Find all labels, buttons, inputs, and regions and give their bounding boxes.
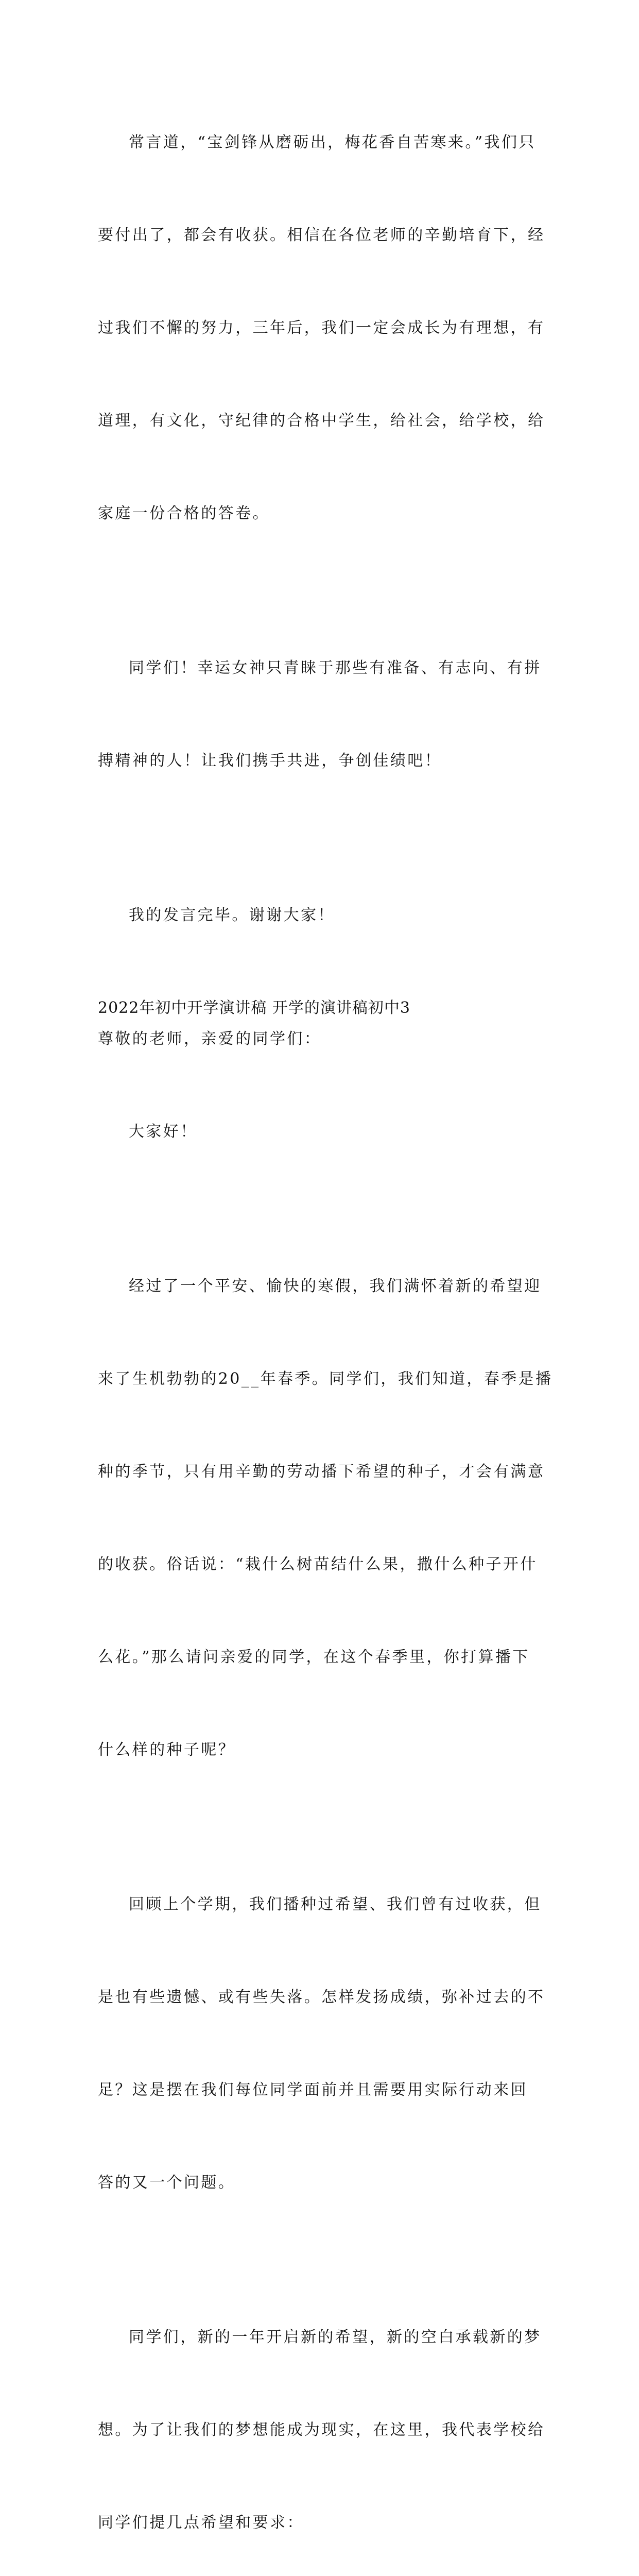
document-body — [98, 65, 553, 2576]
text-line: 足？这是摆在我们每位同学面前并且需要用实际行动来回 — [98, 2081, 528, 2099]
text-line: 种的季节，只有用辛勤的劳动播下希望的种子，才会有满意 — [98, 1463, 545, 1481]
text-line: 么花。”那么请问亲爱的同学，在这个春季里，你打算播下 — [98, 1648, 530, 1666]
paragraph-review — [98, 1827, 546, 2260]
text-line: 同学们！幸运女神只青睐于那些有准备、有志向、有拼 — [129, 659, 542, 677]
text-line: 过我们不懈的努力，三年后，我们一定会成长为有理想，有 — [98, 319, 545, 337]
paragraph-closing — [98, 838, 546, 993]
text-line: 我的发言完毕。谢谢大家！ — [129, 906, 335, 924]
text-line: 什么样的种子呢？ — [98, 1741, 236, 1759]
paragraph-spring — [98, 1209, 553, 1827]
text-line: 大家好！ — [129, 1123, 198, 1141]
text-line: 经过了一个平安、愉快的寒假，我们满怀着新的希望迎 — [129, 1277, 542, 1295]
text-line: 同学们，新的一年开启新的希望，新的空白承载新的梦 — [129, 2328, 542, 2346]
text-line: 常言道，“宝剑锋从磨砺出，梅花香自苦寒来。”我们只 — [129, 133, 536, 151]
paragraph-hopes — [98, 2260, 546, 2576]
text-line: 的收获。俗话说：“栽什么树苗结什么果，撒什么种子开什 — [98, 1555, 538, 1573]
text-line: 回顾上个学期，我们播种过希望、我们曾有过收获，但 — [129, 1895, 542, 1913]
text-line: 搏精神的人！让我们携手共进，争创佳绩吧！ — [98, 752, 442, 770]
text-line: 同学们提几点希望和要求： — [98, 2514, 304, 2532]
text-line: 来了生机勃勃的20__年春季。同学们，我们知道，春季是播 — [98, 1370, 553, 1388]
text-line: 是也有些遗憾、或有些失落。怎样发扬成绩，弥补过去的不 — [98, 1988, 545, 2006]
text-line: 道理，有文化，守纪律的合格中学生，给社会，给学校，给 — [98, 412, 545, 430]
text-line: 想。为了让我们的梦想能成为现实，在这里，我代表学校给 — [98, 2421, 545, 2439]
salutation: 尊敬的老师，亲爱的同学们： — [98, 1030, 322, 1048]
text-line: 答的又一个问题。 — [98, 2174, 236, 2192]
paragraph-encouragement — [98, 591, 546, 838]
text-line: 家庭一份合格的答卷。 — [98, 504, 270, 522]
paragraph-proverb — [98, 65, 546, 591]
section-title: 2022年初中开学演讲稿 开学的演讲稿初中3 — [98, 999, 410, 1017]
greeting — [98, 1055, 546, 1209]
text-line: 要付出了，都会有收获。相信在各位老师的辛勤培育下，经 — [98, 226, 545, 244]
